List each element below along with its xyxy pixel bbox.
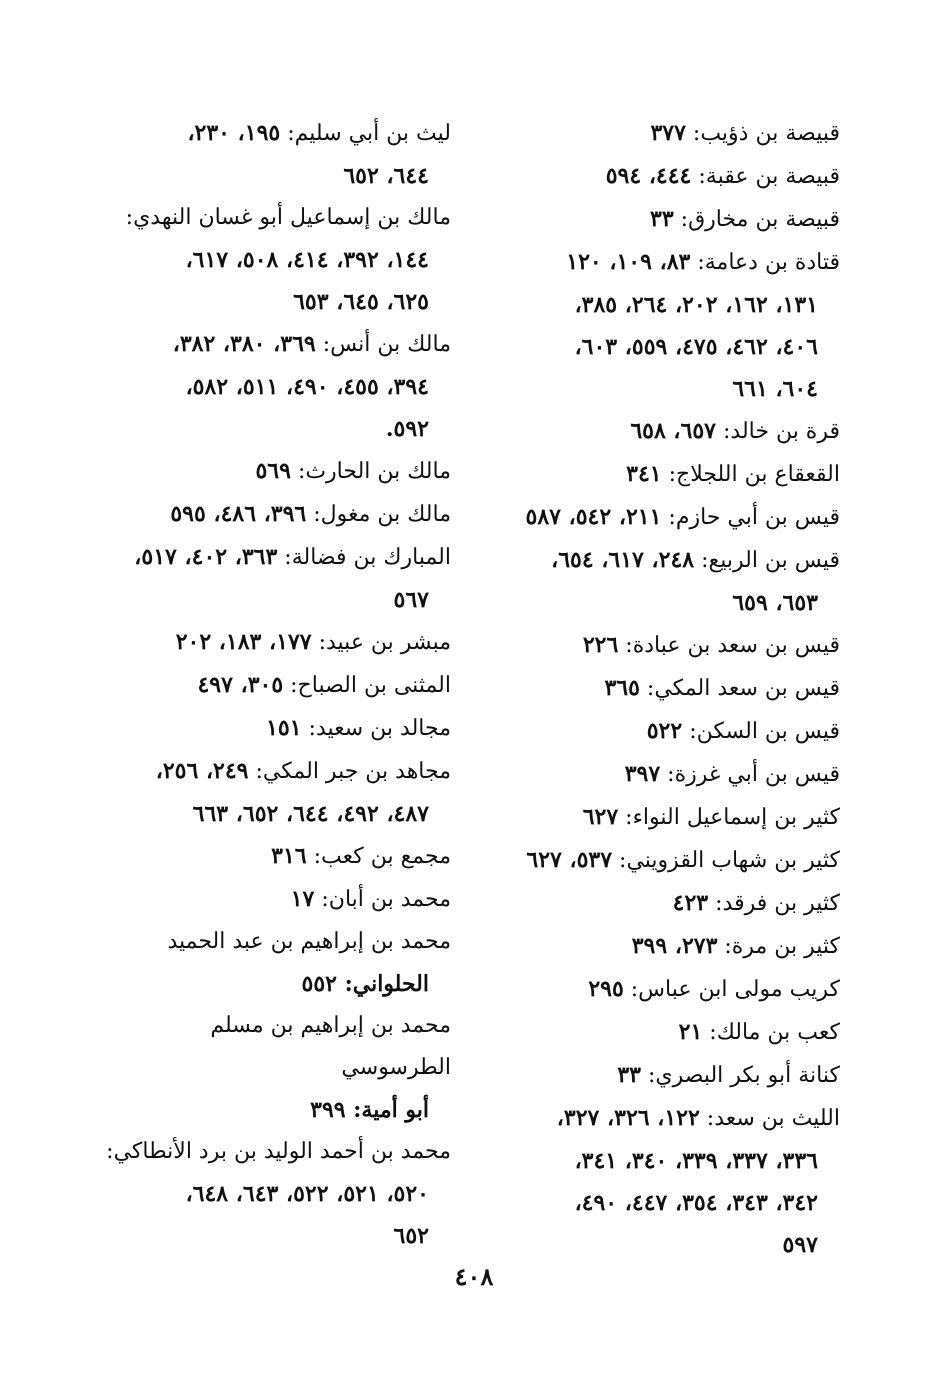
index-entry [485, 968, 840, 1011]
entry-pages: ٢١ [678, 1019, 703, 1045]
entry-pages: ٣٣ [650, 206, 674, 232]
index-entry [96, 621, 451, 664]
entry-name: مالك بن أنس: [322, 332, 451, 357]
entry-pages: ٦٥٧، ٦٥٨ [630, 418, 716, 444]
entry-pages: ١٧ [290, 886, 315, 912]
entry-name: مالك بن إسماعيل أبو غسان النهدي: [125, 205, 451, 230]
index-entry [485, 198, 840, 241]
index-entry [485, 753, 840, 796]
index-column-right [485, 112, 840, 1266]
index-entry [485, 624, 840, 667]
index-entry [96, 707, 451, 750]
entry-name: القعقاع بن اللجلاج: [668, 462, 840, 487]
entry-name: مجاهد بن جبر المكي: [255, 759, 451, 784]
index-entry [485, 796, 840, 839]
entry-name: قبيصة بن مخارق: [680, 207, 840, 232]
entry-name: مبشر بن عبيد: [318, 630, 451, 655]
entry-name: قيس بن سعد بن عبادة: [625, 633, 840, 658]
entry-continuation: ١٣١، ١٦٢، ٢٠٢، ٢٦٤، ٣٨٥، [574, 292, 818, 318]
entry-pages: ٣٩٦، ٤٨٦، ٥٩٥ [170, 501, 307, 527]
entry-name: كثير بن إسماعيل النواء: [625, 805, 840, 830]
index-entry [485, 925, 840, 968]
entry-name: قيس بن سعد المكي: [646, 676, 840, 701]
entry-continuation: ٦٥٢ [393, 1223, 429, 1249]
entry-name: قرة بن خالد: [722, 419, 840, 444]
entry-name: المثنى بن الصباح: [290, 673, 451, 698]
entry-continuation: ٥٩٧ [782, 1232, 818, 1258]
index-entry [96, 493, 451, 536]
entry-pages: ٤٤٤، ٥٩٤ [605, 163, 692, 189]
entry-pages: ٥٦٩ [255, 458, 291, 484]
entry-continuation: ٤٨٧، ٤٩٢، ٦٤٤، ٦٥٢، ٦٦٣ [192, 801, 429, 827]
index-entry [485, 710, 840, 753]
entry-continuation: ٦٠٤، ٦٦١ [732, 376, 818, 402]
entry-name: كثير بن مرة: [724, 934, 840, 959]
index-entry [485, 410, 840, 453]
entry-name: ليث بن أبي سليم: [287, 121, 451, 146]
entry-name: مالك بن الحارث: [297, 459, 451, 484]
index-entry [485, 241, 840, 410]
entry-name: مجمع بن كعب: [313, 844, 451, 869]
entry-pages: ٢١١، ٥٤٢، ٥٨٧ [525, 504, 662, 530]
index-entry [96, 878, 451, 921]
index-entry [485, 539, 840, 624]
entry-continuation: ٣٩٤، ٤٥٥، ٤٩٠، ٥١١، ٥٨٢، [185, 374, 429, 400]
index-entry [485, 1097, 840, 1266]
entry-continuation: ٦٢٥، ٦٤٥، ٦٥٣ [293, 289, 429, 315]
entry-pages: ٦٢٧ [582, 804, 619, 830]
index-column-left [96, 112, 451, 1257]
index-entry [485, 496, 840, 539]
index-entry [96, 750, 451, 835]
index-entry [485, 453, 840, 496]
entry-pages: ٢٢٦ [582, 632, 619, 658]
index-entry [96, 921, 451, 1005]
entry-name: قبيصة بن ذؤيب: [692, 121, 840, 146]
index-entry [96, 536, 451, 621]
entry-continuation: ٥٩٢. [385, 416, 429, 442]
entry-name: كثير بن فرقد: [715, 891, 840, 916]
entry-name: محمد بن إبراهيم بن مسلم الطرسوسي [210, 1013, 451, 1080]
entry-name: محمد بن أحمد الوليد بن برد الأنطاكي: [106, 1139, 451, 1164]
entry-name: قتادة بن دعامة: [697, 250, 840, 275]
entry-continuation: ٣٤٢، ٣٤٣، ٣٥٤، ٤٤٧، ٤٩٠، [574, 1190, 818, 1216]
index-entry [485, 839, 840, 882]
entry-pages: ٢٤٨، ٦١٧، ٦٥٤، [551, 547, 695, 573]
index-entry [96, 450, 451, 493]
entry-name: المبارك بن فضالة: [284, 545, 451, 570]
entry-name: كعب بن مالك: [709, 1020, 840, 1045]
entry-pages: ٨٣، ١٠٩، ١٢٠ [566, 249, 691, 275]
entry-continuation: ٤٠٦، ٤٦٢، ٤٧٥، ٥٥٩، ٦٠٣، [574, 334, 818, 360]
entry-continuation: ٦٤٤، ٦٥٢ [343, 163, 429, 189]
index-entry [96, 664, 451, 707]
index-entry [485, 155, 840, 198]
entry-continuation: أبو أمية: ٣٩٩ [310, 1097, 429, 1123]
index-entry [96, 1005, 451, 1131]
entry-name: قيس بن أبي حازم: [668, 505, 840, 530]
entry-name: قبيصة بن عقبة: [698, 164, 840, 189]
index-entry [485, 1054, 840, 1097]
entry-name: مالك بن مغول: [313, 502, 451, 527]
index-entry [485, 1011, 840, 1054]
entry-pages: ٢٧٣، ٣٩٩ [631, 933, 718, 959]
entry-pages: ٣٧٧ [650, 120, 686, 146]
entry-pages: ١٢٢، ٣٢٦، ٣٢٧، [556, 1105, 700, 1131]
entry-name: قيس بن السكن: [689, 719, 840, 744]
page-number: ٤٠٨ [454, 1262, 494, 1291]
index-entry [96, 323, 451, 450]
entry-pages: ٤٢٣ [672, 890, 709, 916]
entry-pages: ١٩٥، ٢٣٠، [187, 120, 281, 146]
entry-name: كريب مولى ابن عباس: [630, 977, 840, 1002]
index-entry [96, 197, 451, 323]
entry-continuation: الحلواني: ٥٥٢ [301, 971, 429, 997]
entry-pages: ٣١٦ [271, 843, 307, 869]
entry-name: مجالد بن سعيد: [308, 716, 451, 741]
entry-continuation: ٦٥٣، ٦٥٩ [732, 590, 818, 616]
entry-name: الليث بن سعد: [706, 1106, 840, 1131]
index-entry [485, 667, 840, 710]
index-entry [96, 835, 451, 878]
entry-name: كنانة أبو بكر البصري: [647, 1063, 840, 1088]
entry-pages: ٢٤٩، ٢٥٦، [155, 758, 249, 784]
entry-name: محمد بن أبان: [321, 887, 451, 912]
entry-pages: ١٧٧، ١٨٣، ٢٠٢ [175, 629, 312, 655]
entry-name: كثير بن شهاب القزويني: [619, 848, 840, 873]
entry-pages: ٢٩٥ [588, 976, 624, 1002]
entry-name: قيس بن الربيع: [701, 548, 840, 573]
index-entry [485, 112, 840, 155]
entry-pages: ٣٩٧ [624, 761, 661, 787]
entry-name: محمد بن إبراهيم بن عبد الحميد [167, 929, 451, 954]
entry-pages: ٣٦٥ [604, 675, 640, 701]
entry-continuation: ١٤٤، ٣٩٢، ٤١٤، ٥٠٨، ٦١٧، [185, 247, 429, 273]
entry-pages: ٣٣ [617, 1062, 641, 1088]
entry-continuation: ٥٢٠، ٥٢١، ٥٢٢، ٦٤٣، ٦٤٨، [185, 1181, 429, 1207]
entry-continuation: ٥٦٧ [393, 587, 429, 613]
entry-pages: ٣٦٣، ٤٠٢، ٥١٧، [134, 544, 278, 570]
entry-pages: ٣٦٩، ٣٨٠، ٣٨٢، [172, 331, 316, 357]
index-entry [96, 1131, 451, 1257]
index-entry [485, 882, 840, 925]
entry-pages: ٣٤١ [626, 461, 662, 487]
index-entry [96, 112, 451, 197]
entry-continuation: ٣٣٦، ٣٣٧، ٣٣٩، ٣٤٠، ٣٤١، [574, 1148, 818, 1174]
entry-name: قيس بن أبي غرزة: [667, 762, 840, 787]
entry-pages: ٥٣٧، ٦٢٧ [526, 847, 613, 873]
entry-pages: ٥٢٢ [646, 718, 683, 744]
entry-pages: ٣٠٥، ٤٩٧ [197, 672, 284, 698]
entry-pages: ١٥١ [266, 715, 302, 741]
